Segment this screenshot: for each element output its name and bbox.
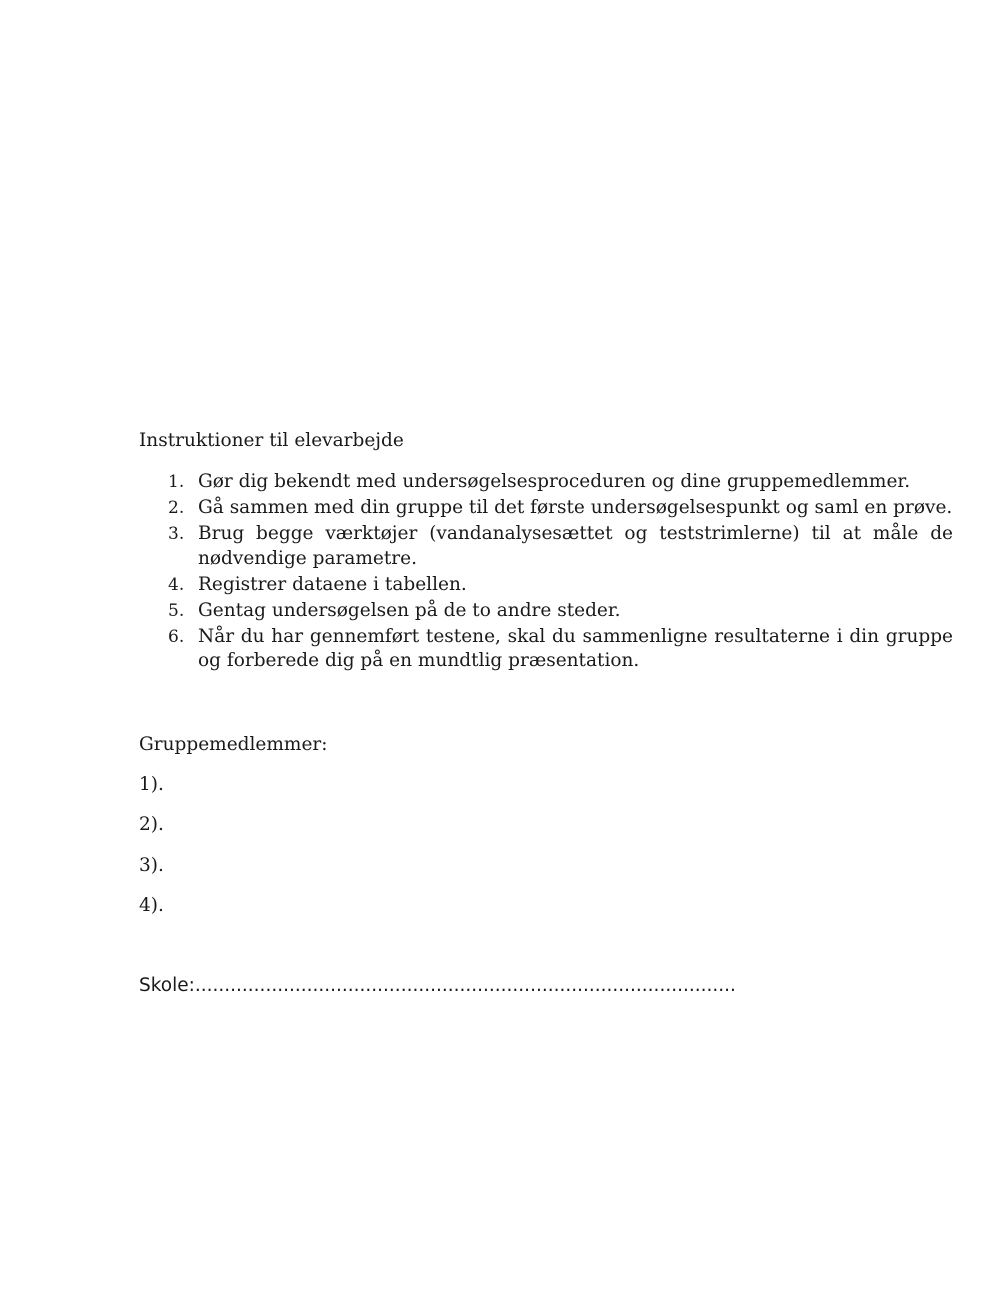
group-member-line-4: 4). — [139, 895, 164, 916]
instruction-step-6 — [139, 625, 953, 674]
step-number: 5. — [168, 600, 185, 621]
school-field: Skole:............................................................................................ — [139, 975, 736, 996]
instruction-step-1 — [139, 470, 953, 495]
instruction-step-4 — [139, 573, 953, 598]
step-text: Når du har gennemført testene, skal du sammenligne resultaterne i din gruppe og forberede dig på en mundtlig præsentation. — [198, 625, 953, 671]
step-number: 6. — [168, 626, 185, 647]
group-member-line-3: 3). — [139, 854, 164, 876]
step-text: Registrer dataene i tabellen. — [198, 573, 467, 595]
step-text: Brug begge værktøjer (vandanalysesættet og teststrimlerne) til at måle de nødvendige parametre. — [198, 523, 953, 569]
instructions-heading: Instruktioner til elevarbejde — [139, 430, 404, 451]
instructions-list — [139, 470, 953, 674]
group-member-line-1: 1). — [139, 773, 164, 795]
step-text: Gå sammen med din gruppe til det første undersøgelsespunkt og saml en prøve. — [198, 497, 953, 518]
instruction-step-2 — [139, 496, 953, 521]
step-number: 4. — [168, 574, 185, 595]
step-number: 2. — [168, 498, 185, 518]
instruction-step-3 — [139, 522, 953, 571]
instruction-step-5 — [139, 599, 953, 624]
step-number: 3. — [168, 524, 185, 544]
group-member-line-2: 2). — [139, 814, 164, 835]
step-text: Gør dig bekendt med undersøgelsesproceduren og dine gruppemedlemmer. — [198, 471, 911, 492]
document-content — [139, 428, 953, 999]
step-number: 1. — [168, 472, 185, 492]
group-members-label: Gruppemedlemmer: — [139, 733, 328, 755]
step-text: Gentag undersøgelsen på de to andre steder. — [198, 599, 621, 621]
